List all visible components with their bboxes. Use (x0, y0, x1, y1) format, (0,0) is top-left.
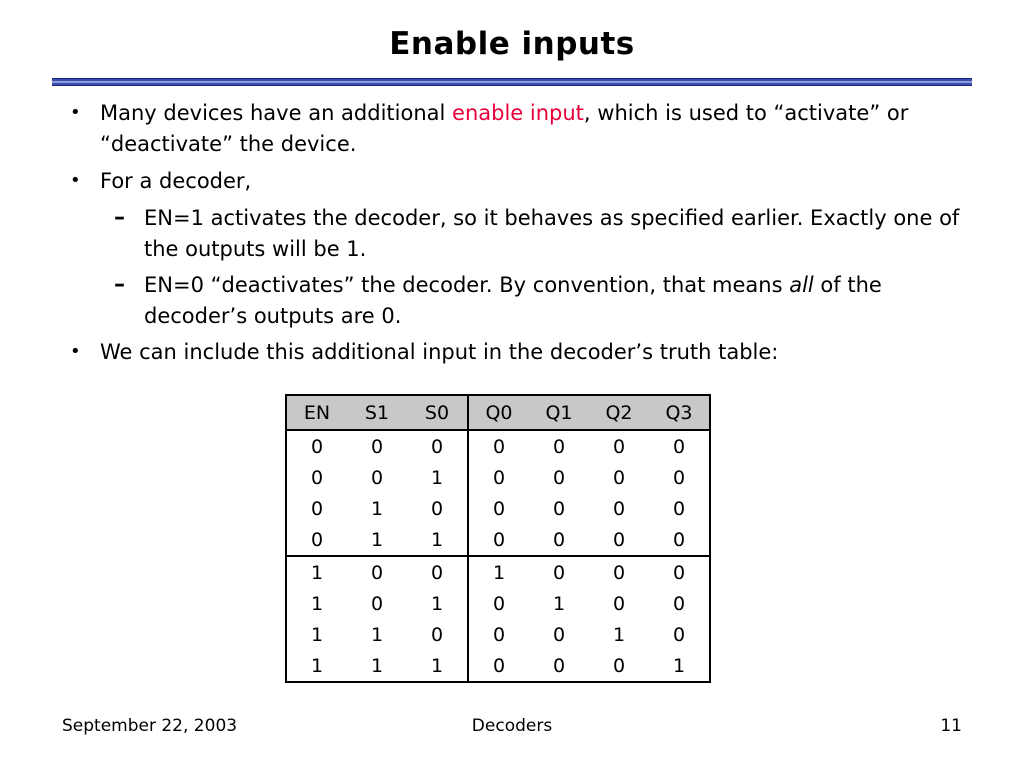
footer-page-number: 11 (940, 716, 962, 736)
col-header-q2: Q2 (589, 395, 649, 430)
table-cell: 0 (552, 466, 566, 489)
dash-icon: – (114, 205, 125, 230)
table-cell: 1 (370, 497, 384, 520)
table-row (286, 619, 710, 650)
bullet-dot-icon: • (70, 341, 81, 362)
table-cell: 0 (370, 466, 384, 489)
table-cell: 0 (370, 592, 384, 615)
table-cell: 1 (370, 623, 384, 646)
table-row (286, 493, 710, 524)
table-cell: 0 (492, 592, 506, 615)
table-row (286, 556, 710, 588)
table-cell: 0 (492, 466, 506, 489)
dash-icon: – (114, 272, 125, 297)
table-row (286, 462, 710, 493)
subbullet-en1: – EN=1 activates the decoder, so it behaves as specified earlier. Exactly one of the outputs will be 1. (70, 203, 970, 265)
table-cell: 0 (672, 435, 686, 458)
bullet-dot-icon: • (70, 102, 81, 123)
footer-date: September 22, 2003 (62, 716, 238, 736)
table-cell: 0 (672, 497, 686, 520)
table-row (286, 588, 710, 619)
table-cell: 0 (310, 435, 324, 458)
table-cell: 1 (370, 528, 384, 551)
table-cell: 0 (310, 528, 324, 551)
table-cell: 0 (612, 435, 626, 458)
highlight-enable-input: enable input (452, 101, 584, 125)
table-cell: 0 (672, 528, 686, 551)
table-cell: 1 (310, 623, 324, 646)
table-cell: 0 (612, 497, 626, 520)
table-cell: 0 (492, 435, 506, 458)
table-cell: 0 (347, 556, 407, 588)
table-cell: 1 (310, 654, 324, 677)
table-cell: 0 (407, 430, 468, 462)
table-cell: 0 (612, 466, 626, 489)
table-cell: 1 (407, 462, 468, 493)
table-cell: 0 (612, 528, 626, 551)
col-header-q1: Q1 (529, 395, 589, 430)
table-cell: 0 (370, 435, 384, 458)
table-cell: 0 (649, 556, 710, 588)
table-cell: 1 (370, 654, 384, 677)
bullet-list (70, 98, 970, 374)
table-cell: 0 (552, 528, 566, 551)
bullet-enable-input: • Many devices have an additional enable input, which is used to “activate” or “deactivate” the device. (70, 98, 970, 160)
table-cell: 0 (589, 556, 649, 588)
subbullet-en0: – EN=0 “deactivates” the decoder. By convention, that means all of the decoder’s outputs are 0. (70, 270, 970, 332)
bullet-truth-table: • We can include this additional input in the decoder’s truth table: (70, 337, 970, 368)
table-row (286, 430, 710, 462)
col-header-q3: Q3 (649, 395, 710, 430)
table-cell: 0 (672, 592, 686, 615)
table-cell: 1 (407, 588, 468, 619)
table-cell: 1 (468, 556, 529, 588)
slide-title: Enable inputs (389, 26, 635, 62)
table-cell: 0 (529, 556, 589, 588)
table-cell: 1 (310, 592, 324, 615)
table-header-row (286, 395, 710, 430)
table-cell: 1 (407, 650, 468, 682)
table-cell: 0 (552, 497, 566, 520)
table-cell: 0 (310, 497, 324, 520)
table-body (286, 430, 710, 682)
table-cell: 1 (407, 524, 468, 556)
table-cell: 0 (407, 493, 468, 524)
table-cell: 0 (552, 435, 566, 458)
table-cell: 0 (407, 619, 468, 650)
bullet-dot-icon: • (70, 170, 81, 191)
col-header-q0: Q0 (468, 395, 529, 430)
table-cell: 0 (552, 623, 566, 646)
table-cell: 0 (492, 497, 506, 520)
table-cell: 0 (310, 466, 324, 489)
table-cell: 0 (672, 623, 686, 646)
table-cell: 1 (286, 556, 347, 588)
table-cell: 1 (672, 654, 686, 677)
bullet-for-decoder: • For a decoder, (70, 166, 970, 197)
table-cell: 1 (552, 592, 566, 615)
truth-table (285, 394, 711, 683)
table-cell: 0 (612, 654, 626, 677)
table-row (286, 524, 710, 556)
table-cell: 0 (492, 623, 506, 646)
table-cell: 1 (612, 623, 626, 646)
col-header-en: EN (286, 395, 347, 430)
table-cell: 0 (492, 528, 506, 551)
table-row (286, 650, 710, 682)
table-cell: 0 (612, 592, 626, 615)
table-cell: 0 (407, 556, 468, 588)
table-cell: 0 (552, 654, 566, 677)
col-header-s0: S0 (407, 395, 468, 430)
table-cell: 0 (492, 654, 506, 677)
table-cell: 0 (672, 466, 686, 489)
footer-topic: Decoders (471, 716, 553, 736)
col-header-s1: S1 (347, 395, 407, 430)
title-divider (52, 78, 972, 86)
